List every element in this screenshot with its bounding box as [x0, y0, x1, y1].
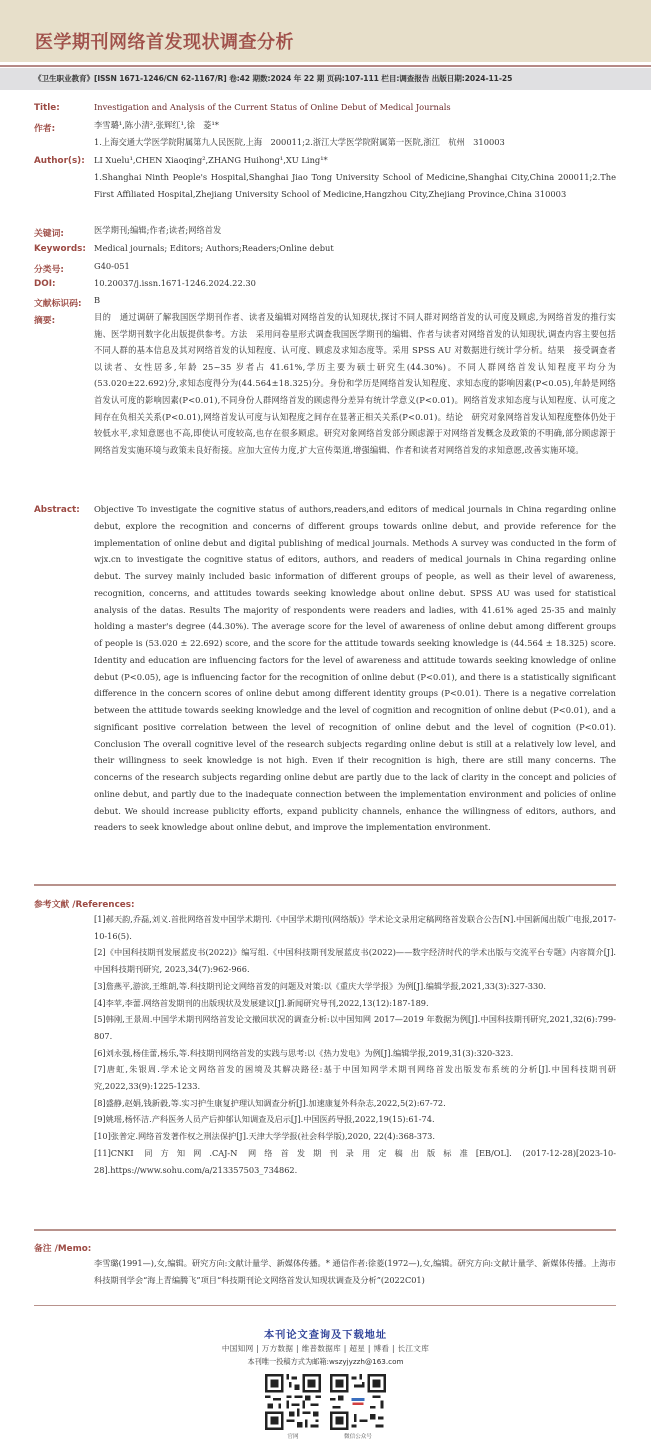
authors-cn-value: 李雪璐¹,陈小清²,张辉红¹,徐 菱¹*: [94, 120, 219, 130]
references-label: 参考文献 /References:: [34, 900, 135, 910]
reference-item: [6]刘永强,杨佳蕾,杨乐,等.科技期刊网络首发的实践与思考:以《热力发电》为例[J].编辑学报,2019,31(3):320-323.: [94, 1047, 514, 1058]
reference-item: [5]韩刚,王景周.中国学术期刊网络首发论文撤回状况的调查分析:以中国知网 2017—2019 年数据为例[J].中国科技期刊研究,2021,32(6):799-807.: [94, 1014, 616, 1041]
authors-cn-label: 作者:: [34, 124, 56, 134]
references-list: [94, 911, 616, 1178]
wechat-qr-code[interactable]: [330, 1374, 386, 1430]
memo-text: 李雪璐(1991—),女,编辑。研究方向:文献计量学、新媒体传播。* 通信作者:徐菱(1972—),女,编辑。研究方向:文献计量学、新媒体传播。上海市科技期刊学会“海上青编腾飞”项目“科技期刊论文网络首发认知现状调查及分析”(2022C01): [94, 1258, 616, 1285]
affiliation-en: 1.Shanghai Ninth People's Hospital,Shanghai Jiao Tong University School of Medicine,Shanghai City,China 200011;2.The First Affiliated Hospital,Zhejiang University School of Medicine,Hangzhou City,Zhejiang Province,China 310003: [94, 172, 616, 199]
doccode-label: 文献标识码:: [34, 299, 82, 309]
reference-item: [4]李苹,李蕾.网络首发期刊的出版现状及发展建议[J].新闻研究导刊,2022,13(12):187-189.: [94, 997, 429, 1008]
references-divider: [34, 884, 616, 886]
qr-code-icon: [265, 1374, 321, 1430]
reference-item: [7]唐虹,朱银周.学术论文网络首发的困境及其解决路径:基于中国知网学术期刊网络首发出版发布系统的分析[J].中国科技期刊研究,2022,33(9):1225-1233.: [94, 1064, 616, 1092]
title-label: Title:: [34, 103, 60, 113]
website-qr-code[interactable]: [265, 1374, 321, 1430]
website-qr-caption: 官网: [287, 1434, 299, 1440]
reference-item: [1]郝天韵,乔磊,刘义.首批网络首发中国学术期刊.《中国学术期刊(网络版)》学术论文录用定稿网络首发联合公告[N].中国新闻出版广电报,2017-10-16(5).: [94, 914, 616, 941]
footer-submission-email: 本刊唯一投稿方式为邮箱:wszyjyzzh@163.com: [247, 1357, 404, 1366]
affiliation-cn: 1.上海交通大学医学院附属第九人民医院,上海 200011;2.浙江大学医学院附属第一医院,浙江 杭州 310003: [94, 137, 505, 147]
memo-bottom-divider: [34, 1305, 616, 1306]
header-divider: [0, 65, 651, 67]
footer-title: 本刊论文查询及下载地址: [263, 1330, 388, 1341]
keywords-cn-value: 医学期刊;编辑;作者;读者;网络首发: [94, 225, 222, 235]
authors-en-label: Author(s):: [34, 156, 85, 166]
memo-label: 备注 /Memo:: [34, 1244, 92, 1254]
doccode-value: B: [94, 295, 101, 305]
authors-en-value: LI Xuelu¹,CHEN Xiaoqing²,ZHANG Huihong¹,XU Ling¹*: [94, 155, 328, 165]
footer-databases: 中国知网 | 万方数据 | 维普数据库 | 超星 | 博看 | 长江文库: [221, 1344, 430, 1353]
wechat-qr-caption: 微信公众号: [344, 1434, 372, 1440]
qr-code-icon: [330, 1374, 386, 1430]
class-label: 分类号:: [34, 265, 64, 275]
keywords-en-label: Keywords:: [34, 244, 86, 254]
reference-item: [8]盛静,赵娟,钱新毅,等.实习护生康复护理认知调查分析[J].加速康复外科杂志,2022,5(2):67-72.: [94, 1097, 446, 1108]
doi-label: DOI:: [34, 279, 56, 289]
abstract-cn-label: 摘要:: [34, 316, 56, 326]
keywords-cn-label: 关键词:: [34, 229, 64, 239]
reference-item[interactable]: [11]CNKI 同方知网.CAJ-N 网络首发期刊录用定稿出版标准[EB/OL]. (2017-12-28)[2023-10-28].https://www.sohu.com/a/213357503_734862.: [94, 1147, 616, 1175]
abstract-cn-value: 目的 通过调研了解我国医学期刊作者、读者及编辑对网络首发的认知现状,探讨不同人群对网络首发的认可度及顾虑,为网络首发的推行实施、医学期刊数字化出版提供参考。方法 采用问卷星形式调查我国医学期刊的编辑、作者与读者对网络首发的认知现状,调查内容主要包括不同人群的基本信息及其对网络首发的认知程度、认可度、顾虑及求知态度等。采用 SPSS AU 对数据进行统计学分析。结果 接受调查者以读者、女性居多,年龄 25~35 岁者占 41.61%,学历主要为硕士研究生(44.30%)。不同人群网络首发认知程度平均分为(53.020±22.692)分,求知态度得分为(44.564±18.325)分。身份和学历是网络首发认知程度、求知态度的影响因素(P<0.05),年龄是网络首发认可度的影响因素(P<0.01),不同身份人群网络首发的顾虑得分差异有统计学意义(P<0.01)。网络首发求知态度与认知程度、认可度之间存在负相关关系(P<0.01),网络首发认可度与认知程度之间存在显著正相关关系(P<0.01)。结论 研究对象网络首发认知程度整体仍处于较低水平,求知意愿也不高,即使认可度较高,也存在很多顾虑。研究对象网络首发部分顾虑源于对网络首发概念及政策的不明确,部分顾虑源于网络首发实施环境与政策未良好衔接。应加大宣传力度,扩大宣传渠道,增强编辑、作者和读者对网络首发的求知意愿,改善实施环境。: [94, 312, 616, 455]
reference-item: [3]詹燕平,游滨,王维朗,等.科技期刊论文网络首发的问题及对策:以《重庆大学学报》为例[J].编辑学报,2021,33(3):327-330.: [94, 980, 546, 991]
memo-divider: [34, 1229, 616, 1231]
abstract-en-label: Abstract:: [34, 505, 80, 515]
page-title: 医学期刊网络首发现状调查分析: [35, 32, 294, 53]
abstract-en-value: Objective To investigate the cognitive status of authors,readers,and editors of medical journals in China regarding online debut, explore the recognition and concerns of different groups towards online debut, and provide reference for the implementation of online debut and digital publishing of medical journals. Methods A survey was conducted in the form of wjx.cn to investigate the cognitive status of editors, authors, and readers of medical journals in China regarding online debut. The survey mainly included basic information of different groups of people, as well as their level of awareness, recognition, concerns, and attitudes towards seeking knowledge about online debut. SPSS AU was used for statistical analysis of the datas. Results The majority of respondents were readers and ladies, with 41.61% aged 25-35 and mainly holding a master's degree (44.30%). The average score for the level of awareness of online debut among different groups of people is (53.020 ± 22.692) score, and the score for the attitude towards seeking knowledge is (44.564 ± 18.325) score. Identity and education are influencing factors for the level of awareness and attitude towards seeking knowledge of online debut (P<0.05), age is influencing factor for the recognition of online debut (P<0.01), and there is a statistically significant difference in the concern scores of online debut among different identity groups (P<0.01). There is a negative correlation between the attitude towards seeking knowledge and the level of cognition and recognition of online debut (P<0.01), and a significant positive correlation between the level of recognition of online debut and the level of cognition (P<0.01). Conclusion The overall cognitive level of the research subjects regarding online debut is still at a relatively low level, and their willingness to seek knowledge is not high. Even if their recognition is high, there are still many concerns. The concerns of the research subjects regarding online debut are partly due to the lack of clarity in the concept and policies of online debut, and partly due to the inadequate connection between the implementation environment and policies of online debut. We should increase publicity efforts, expand publicity channels, enhance the willingness of editors, authors, and readers to seek knowledge about online debut, and improve the implementation environment.: [94, 504, 616, 833]
title-value: Investigation and Analysis of the Current Status of Online Debut of Medical Journals: [94, 102, 451, 112]
class-value: G40-051: [94, 261, 130, 271]
doi-value[interactable]: 10.20037/j.issn.1671-1246.2024.22.30: [94, 278, 256, 288]
reference-item: [9]姚瑶,杨怀洁.产科医务人员产后抑郁认知调查及启示[J].中国医药导报,2022,19(15):61-74.: [94, 1114, 435, 1125]
reference-item: [10]张普定.网络首发著作权之刑法保护[J].天津大学学报(社会科学版),2020, 22(4):368-373.: [94, 1131, 435, 1142]
keywords-en-value: Medical journals; Editors; Authors;Readers;Online debut: [94, 243, 334, 253]
reference-item: [2]《中国科技期刊发展蓝皮书(2022)》编写组.《中国科技期刊发展蓝皮书(2022)——数字经济时代的学术出版与交流平台专题》内容简介[J].中国科技期刊研究, 2023,34(7):962-966.: [94, 947, 616, 975]
citation-meta: 《卫生职业教育》[ISSN 1671-1246/CN 62-1167/R] 卷:42 期数:2024 年 22 期 页码:107-111 栏目:调查报告 出版日期:2024-11-25: [34, 74, 513, 83]
